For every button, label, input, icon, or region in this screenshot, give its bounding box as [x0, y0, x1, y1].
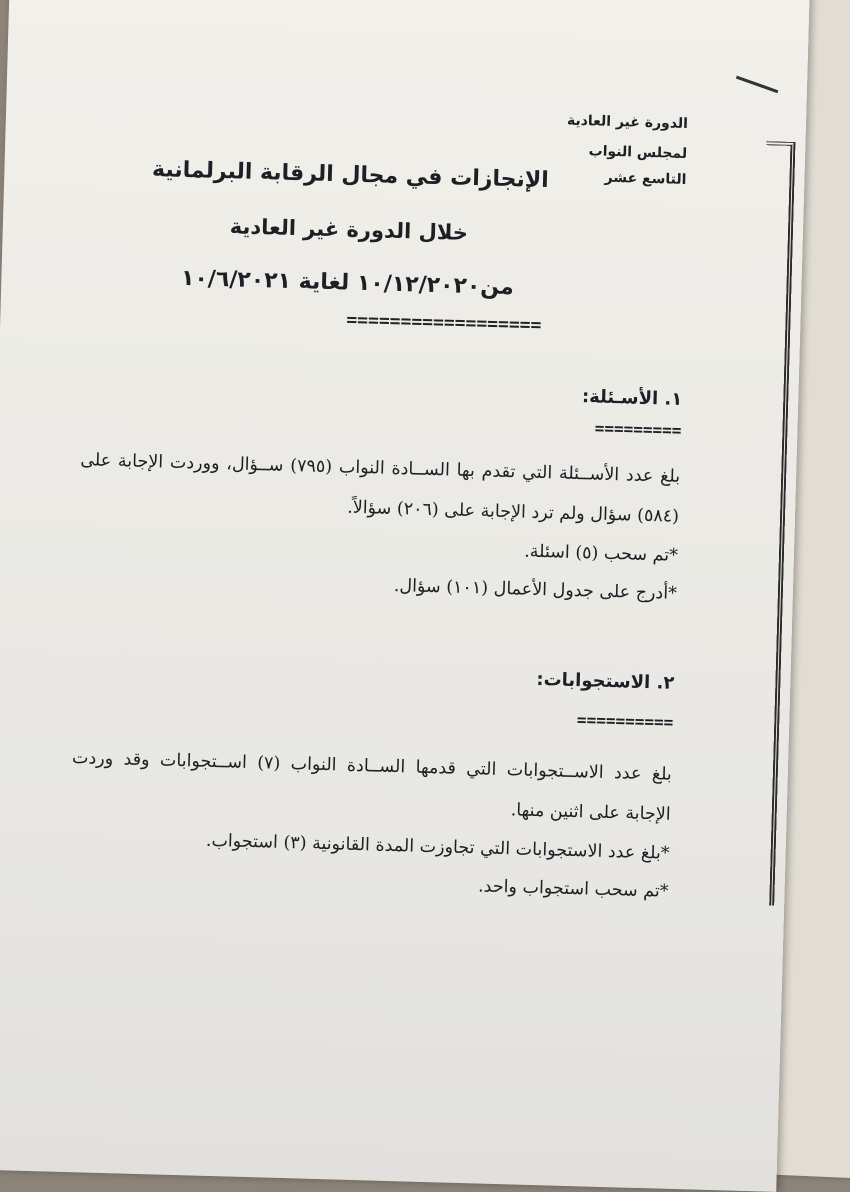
section-interpellations [68, 652, 675, 911]
header-council: لمجلس النواب [588, 143, 688, 162]
header-session: الدورة غير العادية [566, 112, 689, 132]
section2-rule: ========== [576, 710, 674, 732]
section2-note-overdue: *بلغ عدد الاستجوابات التي تجاوزت المدة القانونية (٣) استجواب. [205, 830, 670, 864]
section2-paragraph: بلغ عدد الاســتجوابات التي قدمها الســادة النواب (٧) اســتجوابات وقد وردت الإجابة على اثنين منها. [71, 748, 673, 825]
section1-paragraph: بلغ عدد الأســئلة التي تقدم بها الســادة النواب (٧٩٥) ســؤال، ووردت الإجابة على (٥٨٤) سؤال ولم ترد الإجابة على (٢٠٦) سؤالاً. [80, 450, 681, 527]
section1-rule: ========= [594, 418, 682, 440]
section2-heading: ٢. الاستجوابات: [536, 668, 675, 694]
title-sub: خلال الدورة غير العادية [229, 214, 469, 245]
header-term: التاسع عشر [604, 169, 687, 188]
title-main: الإنجازات في مجال الرقابة البرلمانية [151, 157, 550, 194]
corner-mark [736, 76, 778, 94]
section1-heading: ١. الأسـئلة: [581, 386, 683, 410]
title-dates: من١٠/١٢/٢٠٢٠ لغاية ١٠/٦/٢٠٢١ [180, 265, 515, 301]
section1-note-agenda: *أدرج على جدول الأعمال (١٠١) سؤال. [393, 575, 678, 604]
document-content [68, 92, 690, 910]
section2-note-withdrawn: *تم سحب استجواب واحد. [477, 876, 669, 902]
section-questions [77, 368, 683, 613]
title-block [84, 144, 689, 341]
section1-note-withdrawn: *تم سحب (٥) اسئلة. [523, 541, 679, 566]
title-separator: ================== [346, 309, 542, 336]
